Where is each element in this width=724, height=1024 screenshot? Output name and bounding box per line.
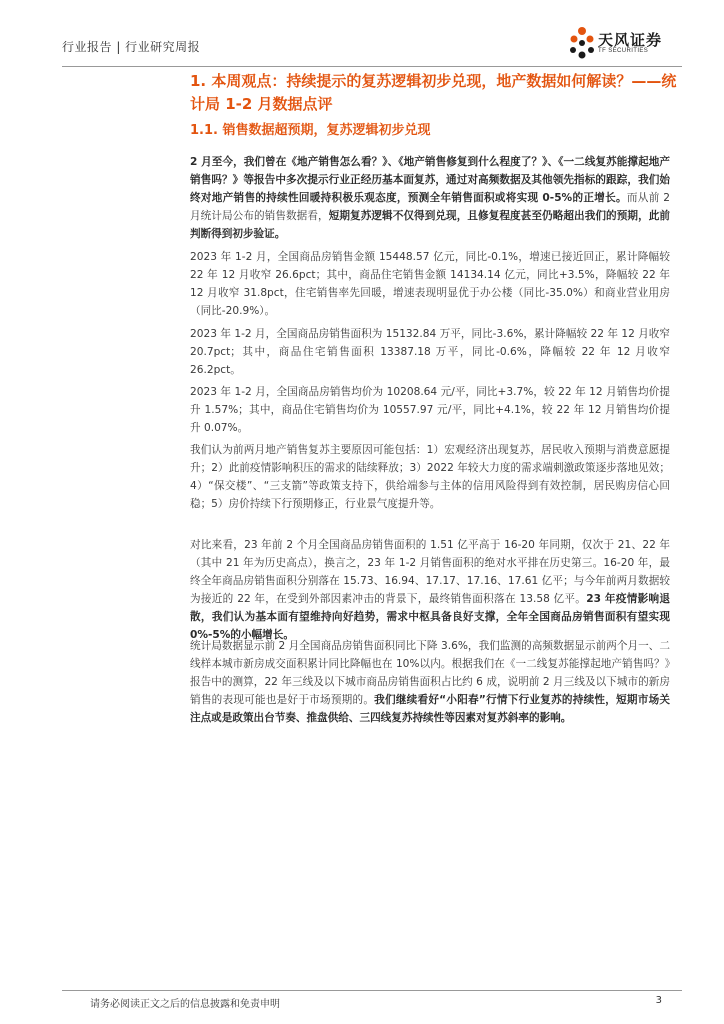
paragraph-sales-price: 2023 年 1-2 月，全国商品房销售均价为 10208.64 元/平，同比+3.7%，较 22 年 12 月销售均价提升 1.57%；其中，商品住宅销售均价为 10557.97 元/平，同比+4.1%，较 22 年 12 月销售均价提升 0.07%。 [190, 386, 670, 435]
paragraph-comparison [190, 536, 670, 645]
section-heading: 1. 本周观点：持续提示的复苏逻辑初步兑现，地产数据如何解读？——统计局 1-2 月数据点评 [190, 72, 677, 113]
paragraph-high-frequency-normal: 统计局数据显示前 2 月全国商品房销售面积同比下降 3.6%，我们监测的高频数据显示前两个月一、二线样本城市新房成交面积累计同比降幅也在 10%以内。根据我们在《一二线复苏能撑起地产销售吗？》报告中的测算，22 年三线及以下城市商品房销售面积占比约 6 成，说明前 2 月三线及以下城市的新房销售的表现可能也是好于市场预期的。 [190, 640, 670, 707]
footer-divider [62, 990, 682, 991]
paragraph-1-bold-a: 2 月至今，我们曾在《地产销售怎么看？》、《地产销售修复到什么程度了？》、《一二线复苏能撑起地产销售吗？》等报告中多次提示行业正经历基本面复苏，通过对高频数据及其他领先指标的跟踪，我们始终对地产销售的持续性回暖持积极乐观态度，预测全年销售面积或将实现 0-5%的正增长。 [190, 156, 670, 205]
logo-name: 天风证券 [598, 31, 663, 49]
paragraph-sales-amount: 2023 年 1-2 月，全国商品房销售金额 15448.57 亿元，同比-0.1%，增速已接近回正，累计降幅较 22 年 12 月收窄 26.6pct；其中，商品住宅销售金额 14134.14 亿元，同比+3.5%，降幅较 22 年 12 月收窄 31.8pct，住宅销售率先回暖，增速表现明显优于办公楼（同比-35.0%）和商业营业用房（同比-20.9%）。 [190, 251, 670, 318]
subsection-heading: 1.1. 销售数据超预期，复苏逻辑初步兑现 [190, 123, 431, 138]
header-divider [62, 66, 682, 67]
logo-subtitle: TF SECURITIES [598, 48, 649, 54]
paragraph-1-bold-b: 短期复苏逻辑不仅得到兑现，且修复程度甚至仍略超出我们的预期，此前判断得到初步验证。 [190, 210, 670, 241]
report-category: 行业报告 | 行业研究周报 [62, 40, 201, 54]
paragraph-comparison-normal: 对比来看，23 年前 2 个月全国商品房销售面积的 1.51 亿平高于 16-20 年同期，仅次于 21、22 年（其中 21 年为历史高点），换言之，23 年 1-2 月销售面积的绝对水平排在历史第三。16-20 年，最终全年商品房销售面积分别落在 15.73、16.94、17.17、17.16、17.61 亿平；与今年前两月数据较为接近的 22 年，在受到外部因素冲击的背景下，最终销售面积落在 13.58 亿平。 [190, 539, 670, 606]
paragraph-high-frequency-bold: 我们继续看好“小阳春”行情下行业复苏的持续性，短期市场关注点或是政策出台节奏、推盘供给、三四线复苏持续性等因素对复苏斜率的影响。 [190, 694, 670, 725]
company-logo [568, 26, 688, 66]
paragraph-recovery-reasons: 我们认为前两月地产销售复苏主要原因可能包括：1）宏观经济出现复苏，居民收入预期与消费意愿提升；2）此前疫情影响积压的需求的陆续释放；3）2022 年较大力度的需求端刺激政策逐步落地见效；4）“保交楼”、“三支箭”等政策支持下，供给端参与主体的信用风险得到有效控制，居民购房信心回稳；5）房价持续下行预期修正，行业景气度提升等。 [190, 444, 670, 511]
paragraph-high-frequency [190, 637, 670, 727]
paragraph-comparison-bold: 23 年疫情影响退散，我们认为基本面有望维持向好趋势，需求中枢具备良好支撑，全年全国商品房销售面积有望实现 0%-5%的小幅增长。 [190, 593, 670, 642]
paragraph-1-normal: 而从前 2 月统计局公布的销售数据看， [190, 192, 670, 223]
logo-mark-icon [568, 26, 596, 60]
paragraph-1 [190, 153, 670, 243]
disclaimer-text: 请务必阅读正文之后的信息披露和免责申明 [90, 999, 280, 1010]
page-number: 3 [655, 995, 662, 1006]
paragraph-sales-area: 2023 年 1-2 月，全国商品房销售面积为 15132.84 万平，同比-3.6%，累计降幅较 22 年 12 月收窄 20.7pct；其中，商品住宅销售面积 13387.18 万平，同比-0.6%，降幅较 22 年 12 月收窄 26.2pct。 [190, 328, 670, 377]
